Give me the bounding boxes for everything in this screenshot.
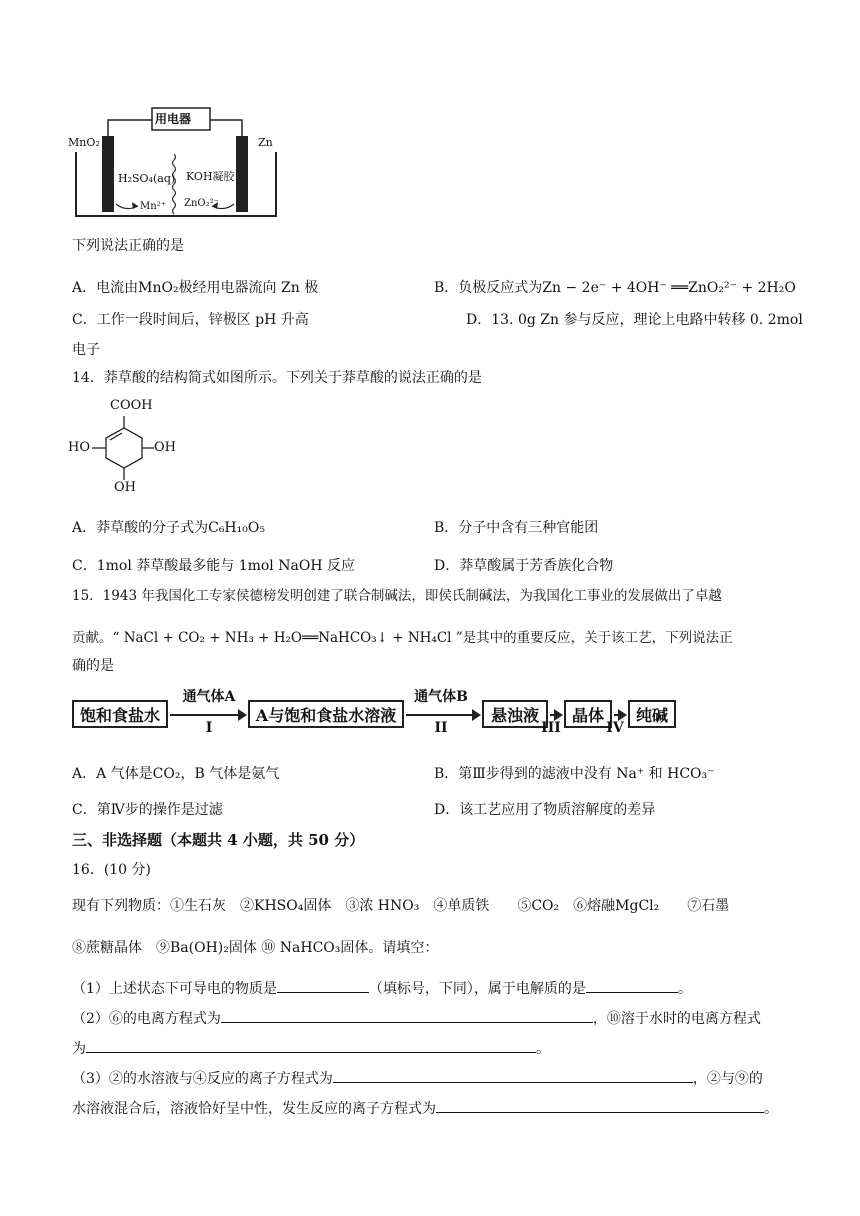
q16-part2-line1	[72, 1008, 761, 1029]
q14-stem: 14．莽草酸的结构简式如图所示。下列关于莽草酸的说法正确的是	[72, 370, 482, 386]
zn-label: Zn	[258, 136, 273, 149]
flow-box-brine: 饱和食盐水	[72, 700, 168, 728]
q13-option-b: B．负极反应式为Zn − 2e⁻ + 4OH⁻ ══ZnO₂²⁻ + 2H₂O	[434, 280, 796, 296]
flow-step3-num: III	[541, 720, 561, 736]
q16-header: 16．(10 分)	[72, 862, 152, 878]
q14-option-b: B．分子中含有三种官能团	[434, 520, 599, 536]
flow-step1-num: I	[205, 720, 213, 736]
flow-step2-num: II	[434, 720, 448, 736]
q16-part2-line2	[72, 1038, 550, 1059]
q16-part2-text-a: （2）⑥的电离方程式为	[72, 1011, 221, 1027]
q15-stem-line3: 确的是	[72, 658, 114, 674]
q16-part2-blank-2[interactable]	[86, 1038, 536, 1053]
q16-part1-text-a: （1）上述状态下可导电的物质是	[72, 981, 277, 997]
q16-part3-blank-2[interactable]	[436, 1098, 764, 1113]
q16-part1-text-b: （填标号，下同），属于电解质的是	[368, 981, 586, 997]
mno2-electrode	[102, 136, 114, 212]
q16-part1-blank-1[interactable]	[277, 978, 369, 993]
flow-step2-label: 通气体B	[414, 689, 468, 705]
q16-part3-blank-1[interactable]	[333, 1068, 693, 1083]
q16-part3-text-a: （3）②的水溶液与④反应的离子方程式为	[72, 1071, 333, 1087]
q16-materials-line2: ⑧蔗糖晶体 ⑨Ba(OH)₂固体 ⑩ NaHCO₃固体。请填空：	[72, 940, 439, 956]
q16-part3-text-b: ，②与⑨的	[692, 1071, 763, 1087]
shikimic-acid-structure	[66, 396, 186, 500]
q14-option-a: A．莽草酸的分子式为C₆H₁₀O₅	[72, 520, 265, 536]
battery-diagram	[66, 100, 286, 222]
q13-option-d: D．13. 0g Zn 参与反应，理论上电路中转移 0. 2mol	[466, 312, 803, 328]
zn-electrode	[236, 136, 248, 212]
q15-option-c: C．第Ⅳ步的操作是过滤	[72, 802, 223, 818]
q16-part1	[72, 978, 692, 999]
q16-part3-line2	[72, 1098, 778, 1119]
ho-left-label: HO	[68, 440, 90, 455]
flow-step4-num: IV	[606, 720, 624, 736]
flow-box-crystal: 晶体	[564, 700, 612, 728]
q13-stem: 下列说法正确的是	[72, 238, 184, 254]
q13-option-a: A．电流由MnO₂极经用电器流向 Zn 极	[72, 280, 319, 296]
q16-part2-text-b: ，⑩溶于水时的电离方程式	[592, 1011, 761, 1027]
q15-option-a: A．A 气体是CO₂，B 气体是氨气	[72, 766, 280, 782]
oh-right-label: OH	[154, 440, 176, 455]
q14-option-c: C．1mol 莽草酸最多能与 1mol NaOH 反应	[72, 558, 355, 574]
h2so4-label: H₂SO₄(aq)	[118, 172, 176, 185]
q16-part2-blank-1[interactable]	[221, 1008, 593, 1023]
mn-ion-label: Mn²⁺	[140, 201, 166, 212]
process-flowchart	[70, 690, 680, 742]
flow-box-suspension: 悬浊液	[482, 700, 548, 728]
q15-option-d: D．该工艺应用了物质溶解度的差异	[434, 802, 656, 818]
q13-option-c: C．工作一段时间后，锌极区 pH 升高	[72, 312, 309, 328]
flow-box-solution: A与饱和食盐水溶液	[248, 700, 404, 728]
oh-bottom-label: OH	[114, 480, 136, 495]
device-label: 用电器	[155, 112, 192, 126]
q13-option-d-cont: 电子	[72, 342, 100, 358]
q14-option-d: D．莽草酸属于芳香族化合物	[434, 558, 614, 574]
koh-label: KOH凝胶	[186, 170, 235, 183]
flow-box-soda: 纯碱	[628, 700, 676, 728]
flow-step1-label: 通气体A	[182, 689, 236, 705]
q16-part3-text-c: 水溶液混合后，溶液恰好呈中性，发生反应的离子方程式为	[72, 1101, 436, 1117]
mno2-label: MnO₂	[68, 136, 100, 149]
q16-materials-line1: 现有下列物质：①生石灰 ②KHSO₄固体 ③浓 HNO₃ ④单质铁 ⑤CO₂ ⑥熔融MgCl₂ ⑦石墨	[72, 898, 730, 914]
section-3-title: 三、非选择题（本题共 4 小题，共 50 分）	[72, 831, 365, 849]
q16-part2-end: 。	[536, 1041, 550, 1057]
q15-option-b: B．第Ⅲ步得到的滤液中没有 Na⁺ 和 HCO₃⁻	[434, 766, 715, 782]
q16-part3-end: 。	[764, 1101, 778, 1117]
q16-part2-text-c: 为	[72, 1041, 86, 1057]
q15-stem-line2: 贡献。“ NaCl + CO₂ + NH₃ + H₂O══NaHCO₃↓ + NH₄Cl ”是其中的重要反应，关于该工艺，下列说法正	[72, 630, 733, 646]
q16-part1-end: 。	[677, 981, 692, 997]
q16-part3-line1	[72, 1068, 763, 1089]
q16-part1-blank-2[interactable]	[586, 978, 678, 993]
q15-stem-line1: 15．1943 年我国化工专家侯德榜发明创建了联合制碱法，即侯氏制碱法，为我国化工事业的发展做出了卓越	[72, 588, 722, 604]
zno2-ion-label: ZnO₂²⁻	[184, 198, 219, 209]
cooh-label: COOH	[110, 398, 153, 413]
